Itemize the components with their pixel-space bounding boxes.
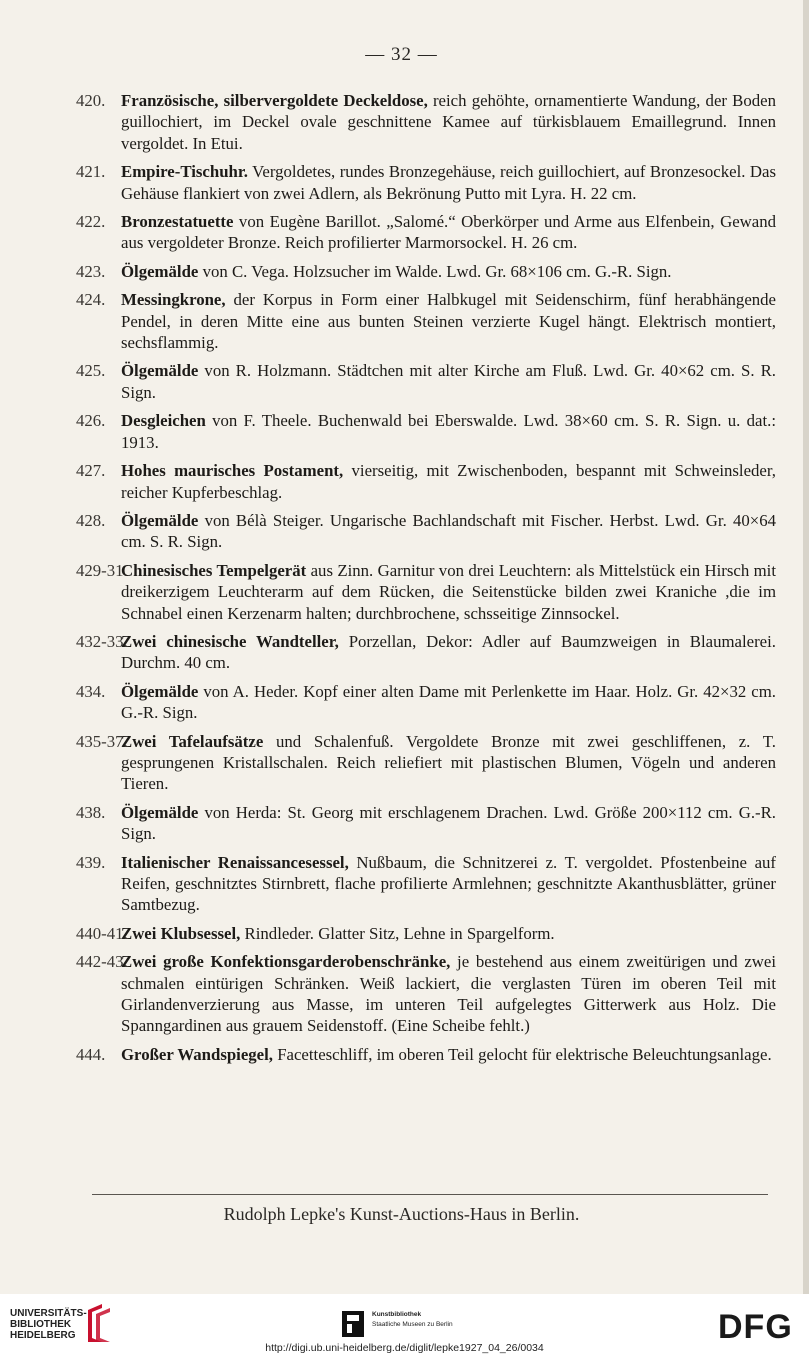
entry-number: 444. <box>76 1044 106 1064</box>
catalogue-entry <box>76 410 776 453</box>
entry-description: reich gehöhte, ornamentierte Wandung, der Boden guillochiert, im Deckel ovale geschnittene Kamee auf türkisblauem Emaillegrund. Innen vergoldet. In Etui. <box>121 91 776 153</box>
catalogue-entry <box>76 360 776 403</box>
entry-title: Hohes maurisches Postament, <box>121 461 344 481</box>
entry-title: Chinesisches Tempelgerät <box>121 560 307 580</box>
entry-description: vierseitig, mit Zwischenboden, bespannt mit Schweinsleder, reicher Kupferbeschlag. <box>121 461 776 502</box>
catalogue-entry <box>76 161 776 204</box>
entry-description: von Eugène Barillot. „Salomé.“ Oberkörper und Arme aus Elfenbein, Gewand aus vergoldeter Bronze. Reich profilierter Marmorsockel. H. 26 cm. <box>121 212 776 253</box>
catalogue-entry <box>76 90 776 154</box>
digitization-bar <box>0 1294 809 1356</box>
catalogue-entry <box>76 681 776 724</box>
catalogue-entry <box>76 951 776 1037</box>
entry-number: 428. <box>76 510 106 530</box>
kunstbibliothek-title: Kunstbibliothek <box>372 1311 422 1318</box>
kunstbibliothek-mark-icon <box>342 1311 364 1337</box>
entry-number: 425. <box>76 361 106 381</box>
entry-number: 421. <box>76 162 106 182</box>
entry-description: von Herda: St. Georg mit erschlagenem Drachen. Lwd. Größe 200×112 cm. G.-R. Sign. <box>121 802 776 844</box>
entry-title: Desgleichen <box>121 411 206 431</box>
entry-title: Zwei Tafelaufsätze <box>121 731 264 751</box>
entry-number: 432-33. <box>76 631 128 651</box>
entry-title: Zwei Klubsessel, <box>121 923 241 943</box>
catalogue-entry <box>76 802 776 845</box>
publisher-footer: Rudolph Lepke's Kunst-Auctions-Haus in Berlin. <box>223 1204 580 1224</box>
entry-description: aus Zinn. Garnitur von drei Leuchtern: als Mittelstück ein Hirsch mit dreikerzigem Leuchterarm auf dem Rücken, die Seitenstücke bilden zwei Kraniche ,die im Schnabel einen Kerzenarm halten; durchbrochene, schsseitige Zinnsockel. <box>121 560 776 623</box>
entry-number: 434. <box>76 681 106 701</box>
entry-title: Italienischer Renaissancesessel, <box>121 852 349 872</box>
entry-number: 440-41. <box>76 923 128 943</box>
entry-number: 424. <box>76 290 106 310</box>
entry-description: je bestehend aus einem zweitürigen und zwei schmalen eintürigen Schränken. Weiß lackiert, die verglasten Türen im oberen Teil mit Girlandenverzierung aus Masse, im unteren Teil aufgelegtes Gitterwerk aus Holz. Die Spanngardinen aus grauem Seidenstoff. (Eine Scheibe fehlt.) <box>121 952 777 1036</box>
entry-number: 438. <box>76 802 106 822</box>
entry-number: 442-43. <box>76 952 128 972</box>
entry-number: 420. <box>76 91 106 110</box>
entry-title: Ölgemälde <box>121 681 199 701</box>
catalogue-entry <box>76 510 776 553</box>
entry-title: Ölgemälde <box>121 510 199 530</box>
catalogue-entry <box>76 261 776 282</box>
entry-description: von R. Holzmann. Städtchen mit alter Kirche am Fluß. Lwd. Gr. 40×62 cm. S. R. Sign. <box>121 361 776 402</box>
catalogue-entry <box>76 852 776 916</box>
entry-title: Ölgemälde <box>121 802 199 822</box>
catalogue-entry <box>76 923 776 944</box>
university-library-label <box>10 1308 87 1341</box>
entry-number: 422. <box>76 212 106 232</box>
uni-line-3: HEIDELBERG <box>10 1330 76 1341</box>
entry-description: von F. Theele. Buchenwald bei Eberswalde. Lwd. 38×60 cm. S. R. Sign. u. dat.: 1913. <box>121 411 776 452</box>
entry-title: Zwei große Konfektionsgarderobenschränke, <box>121 952 451 972</box>
catalogue-entry <box>76 631 776 674</box>
entry-title: Ölgemälde <box>121 361 199 381</box>
entry-title: Bronzestatuette <box>121 212 234 232</box>
entry-number: 427. <box>76 461 106 481</box>
entry-description: von A. Heder. Kopf einer alten Dame mit Perlenkette im Haar. Holz. Gr. 42×32 cm. G.-R. Sign. <box>121 681 776 723</box>
uni-line-1: UNIVERSITÄTS- <box>10 1308 87 1319</box>
permalink-url[interactable]: http://digi.ub.uni-heidelberg.de/diglit/lepke1927_04_26/0034 <box>265 1342 544 1354</box>
entry-title: Empire-Tischuhr. <box>121 162 248 182</box>
entry-description: der Korpus in Form einer Halbkugel mit Seidenschirm, fünf herabhängende Pendel, in deren Mitte eine aus bunten Steinen verzierte Kugel hängt. Elektrisch montiert, sechsflammig. <box>121 290 776 353</box>
university-logo-icon <box>84 1304 114 1342</box>
catalogue-entry <box>76 560 776 624</box>
entry-number: 426. <box>76 411 106 431</box>
catalogue-entry <box>76 289 776 353</box>
entry-description: von C. Vega. Holzsucher im Walde. Lwd. Gr. 68×106 cm. G.-R. Sign. <box>198 261 672 281</box>
entry-title: Messingkrone, <box>121 290 226 310</box>
dfg-logo: DFG <box>718 1308 793 1346</box>
kunstbibliothek-subtitle: Staatliche Museen zu Berlin <box>372 1321 453 1328</box>
entry-description: Porzellan, Dekor: Adler auf Baumzweigen in Blaumalerei. Durchm. 40 cm. <box>121 631 776 673</box>
entry-number: 439. <box>76 852 106 872</box>
footer-divider <box>92 1194 768 1195</box>
entry-description: Rindleder. Glatter Sitz, Lehne in Spargelform. <box>240 923 555 943</box>
catalogue-entry <box>76 460 776 503</box>
entry-description: Vergoldetes, rundes Bronzegehäuse, reich guillochiert, auf Bronzesockel. Das Gehäuse flankiert von zwei Adlern, als Bekrönung Putto mit Lyra. H. 22 cm. <box>121 162 776 203</box>
entry-description: Facetteschliff, im oberen Teil gelocht für elektrische Beleuchtungsanlage. <box>273 1044 772 1064</box>
uni-line-2: BIBLIOTHEK <box>10 1319 72 1330</box>
page-number: — 32 — <box>365 44 438 65</box>
entry-number: 429-31. <box>76 560 128 580</box>
catalogue-entry <box>76 1044 776 1065</box>
entry-description: und Schalenfuß. Vergoldete Bronze mit zwei geschliffenen, z. T. gesprungenen Kristallschalen. Reich reliefiert mit plastischen Blumen, Vögeln und anderen Tieren. <box>121 731 776 794</box>
entry-number: 435-37. <box>76 731 128 751</box>
entry-description: Nußbaum, die Schnitzerei z. T. vergoldet. Pfostenbeine auf Reifen, geschnitztes Stirnbrett, flache profilierte Armlehnen; geschnitzte Akanthusblätter, grüner Samtbezug. <box>121 852 776 915</box>
entry-title: Großer Wandspiegel, <box>121 1044 273 1064</box>
catalogue-entries <box>76 90 776 1072</box>
entry-description: von Bélà Steiger. Ungarische Bachlandschaft mit Fischer. Herbst. Lwd. Gr. 40×64 cm. S. R. Sign. <box>121 510 776 552</box>
entry-title: Zwei chinesische Wandteller, <box>121 631 339 651</box>
entry-number: 423. <box>76 261 106 281</box>
entry-title: Ölgemälde <box>121 261 199 281</box>
catalogue-entry <box>76 731 776 795</box>
entry-title: Französische, silbervergoldete Deckeldose, <box>121 91 428 110</box>
catalogue-entry <box>76 211 776 254</box>
